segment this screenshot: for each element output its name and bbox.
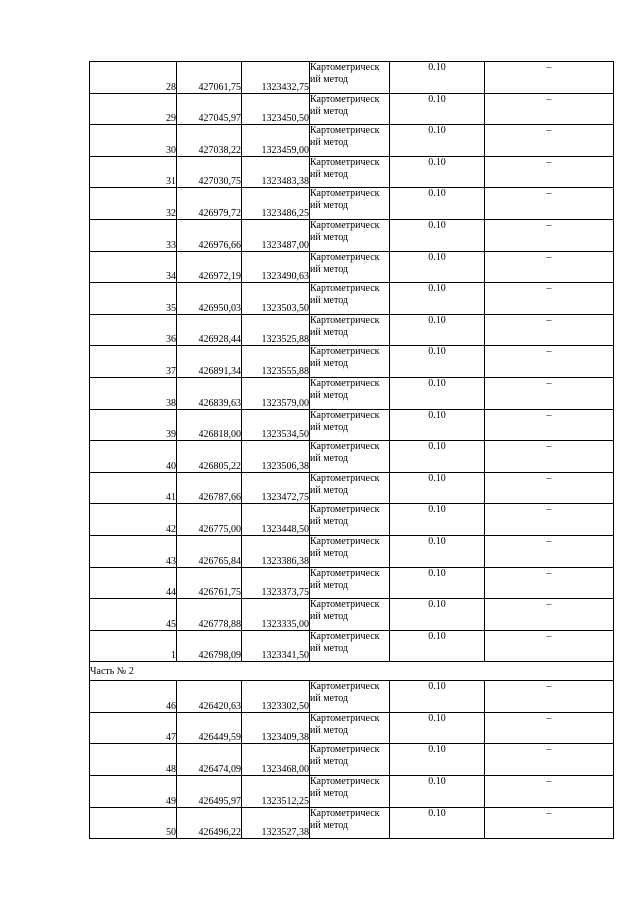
method-text-line2: ий метод — [310, 326, 349, 338]
y-coordinate-cell: 1323534,50 — [242, 409, 310, 441]
x-coordinate-cell: 427030,75 — [177, 156, 242, 188]
point-number-cell: 32 — [90, 188, 177, 220]
method-text-line2: ий метод — [310, 168, 349, 180]
y-coordinate-cell: 1323335,00 — [242, 599, 310, 631]
accuracy-cell: 0.10 — [390, 776, 485, 808]
method-cell — [310, 567, 390, 599]
accuracy-cell: 0.10 — [390, 346, 485, 378]
accuracy-cell: 0.10 — [390, 283, 485, 315]
accuracy-cell: 0.10 — [390, 535, 485, 567]
point-number-cell: 46 — [90, 681, 177, 713]
method-cell — [310, 535, 390, 567]
method-cell — [310, 712, 390, 744]
x-coordinate-cell: 426839,63 — [177, 377, 242, 409]
accuracy-cell: 0.10 — [390, 251, 485, 283]
table-row — [90, 93, 614, 125]
method-text-line2: ий метод — [310, 693, 349, 705]
table-row — [90, 346, 614, 378]
note-cell: – — [485, 314, 614, 346]
method-text-line2: ий метод — [310, 547, 349, 559]
method-cell — [310, 219, 390, 251]
point-number-cell: 38 — [90, 377, 177, 409]
method-cell — [310, 62, 390, 94]
x-coordinate-cell: 426976,66 — [177, 219, 242, 251]
method-cell — [310, 504, 390, 536]
table-row — [90, 567, 614, 599]
y-coordinate-cell: 1323468,00 — [242, 744, 310, 776]
method-text-line1: Картометрическ — [310, 156, 380, 168]
accuracy-cell: 0.10 — [390, 219, 485, 251]
point-number-cell: 34 — [90, 251, 177, 283]
x-coordinate-cell: 426474,09 — [177, 744, 242, 776]
table-row — [90, 219, 614, 251]
y-coordinate-cell: 1323409,38 — [242, 712, 310, 744]
method-text-line2: ий метод — [310, 358, 349, 370]
accuracy-cell: 0.10 — [390, 744, 485, 776]
method-text-line1: Картометрическ — [310, 567, 380, 579]
method-cell — [310, 125, 390, 157]
accuracy-cell: 0.10 — [390, 712, 485, 744]
x-coordinate-cell: 426818,00 — [177, 409, 242, 441]
y-coordinate-cell: 1323527,38 — [242, 807, 310, 839]
note-cell: – — [485, 472, 614, 504]
table-row — [90, 599, 614, 631]
y-coordinate-cell: 1323459,00 — [242, 125, 310, 157]
note-cell: – — [485, 535, 614, 567]
table-row — [90, 377, 614, 409]
point-number-cell: 50 — [90, 807, 177, 839]
point-number-cell: 31 — [90, 156, 177, 188]
note-cell: – — [485, 156, 614, 188]
table-row — [90, 630, 614, 662]
method-cell — [310, 314, 390, 346]
accuracy-cell: 0.10 — [390, 630, 485, 662]
method-text-line1: Картометрическ — [310, 744, 380, 756]
x-coordinate-cell: 426787,66 — [177, 472, 242, 504]
table-row — [90, 283, 614, 315]
method-text-line2: ий метод — [310, 421, 349, 433]
accuracy-cell: 0.10 — [390, 681, 485, 713]
accuracy-cell: 0.10 — [390, 504, 485, 536]
y-coordinate-cell: 1323490,63 — [242, 251, 310, 283]
x-coordinate-cell: 426496,22 — [177, 807, 242, 839]
method-cell — [310, 472, 390, 504]
x-coordinate-cell: 426891,34 — [177, 346, 242, 378]
note-cell: – — [485, 567, 614, 599]
section-header-row — [90, 662, 614, 681]
y-coordinate-cell: 1323341,50 — [242, 630, 310, 662]
accuracy-cell: 0.10 — [390, 156, 485, 188]
note-cell: – — [485, 251, 614, 283]
method-text-line1: Картометрическ — [310, 219, 380, 231]
x-coordinate-cell: 426420,63 — [177, 681, 242, 713]
method-text-line1: Картометрическ — [310, 346, 380, 358]
note-cell: – — [485, 409, 614, 441]
accuracy-cell: 0.10 — [390, 441, 485, 473]
x-coordinate-cell: 426798,09 — [177, 630, 242, 662]
y-coordinate-cell: 1323579,00 — [242, 377, 310, 409]
method-text-line1: Картометрическ — [310, 441, 380, 453]
y-coordinate-cell: 1323483,38 — [242, 156, 310, 188]
part2-rows — [90, 681, 614, 839]
table-row — [90, 504, 614, 536]
note-cell: – — [485, 377, 614, 409]
y-coordinate-cell: 1323486,25 — [242, 188, 310, 220]
accuracy-cell: 0.10 — [390, 472, 485, 504]
note-cell: – — [485, 219, 614, 251]
note-cell: – — [485, 599, 614, 631]
method-cell — [310, 188, 390, 220]
method-text-line2: ий метод — [310, 389, 349, 401]
accuracy-cell: 0.10 — [390, 377, 485, 409]
method-text-line2: ий метод — [310, 788, 349, 800]
table-row — [90, 535, 614, 567]
method-text-line1: Картометрическ — [310, 599, 380, 611]
table-row — [90, 681, 614, 713]
x-coordinate-cell: 426805,22 — [177, 441, 242, 473]
method-text-line2: ий метод — [310, 295, 349, 307]
y-coordinate-cell: 1323386,38 — [242, 535, 310, 567]
y-coordinate-cell: 1323448,50 — [242, 504, 310, 536]
method-text-line1: Картометрическ — [310, 712, 380, 724]
method-text-line2: ий метод — [310, 642, 349, 654]
method-cell — [310, 377, 390, 409]
method-text-line1: Картометрическ — [310, 681, 380, 693]
method-cell — [310, 441, 390, 473]
method-cell — [310, 807, 390, 839]
method-cell — [310, 744, 390, 776]
method-text-line1: Картометрическ — [310, 472, 380, 484]
note-cell: – — [485, 188, 614, 220]
method-text-line1: Картометрическ — [310, 504, 380, 516]
table-row — [90, 807, 614, 839]
point-number-cell: 44 — [90, 567, 177, 599]
note-cell: – — [485, 346, 614, 378]
table-row — [90, 409, 614, 441]
method-text-line2: ий метод — [310, 756, 349, 768]
x-coordinate-cell: 426979,72 — [177, 188, 242, 220]
method-text-line1: Картометрическ — [310, 409, 380, 421]
part2-label: Часть № 2 — [90, 662, 614, 681]
method-cell — [310, 283, 390, 315]
table-row — [90, 188, 614, 220]
point-number-cell: 1 — [90, 630, 177, 662]
table-row — [90, 472, 614, 504]
point-number-cell: 29 — [90, 93, 177, 125]
method-text-line2: ий метод — [310, 105, 349, 117]
method-text-line2: ий метод — [310, 200, 349, 212]
point-number-cell: 37 — [90, 346, 177, 378]
y-coordinate-cell: 1323432,75 — [242, 62, 310, 94]
point-number-cell: 42 — [90, 504, 177, 536]
y-coordinate-cell: 1323302,50 — [242, 681, 310, 713]
method-cell — [310, 251, 390, 283]
point-number-cell: 35 — [90, 283, 177, 315]
y-coordinate-cell: 1323373,75 — [242, 567, 310, 599]
point-number-cell: 28 — [90, 62, 177, 94]
table-row — [90, 744, 614, 776]
method-text-line1: Картометрическ — [310, 93, 380, 105]
x-coordinate-cell: 427038,22 — [177, 125, 242, 157]
accuracy-cell: 0.10 — [390, 807, 485, 839]
x-coordinate-cell: 426778,88 — [177, 599, 242, 631]
x-coordinate-cell: 426775,00 — [177, 504, 242, 536]
method-text-line2: ий метод — [310, 137, 349, 149]
method-text-line1: Картометрическ — [310, 776, 380, 788]
note-cell: – — [485, 62, 614, 94]
x-coordinate-cell: 427045,97 — [177, 93, 242, 125]
y-coordinate-cell: 1323506,38 — [242, 441, 310, 473]
method-text-line2: ий метод — [310, 516, 349, 528]
note-cell: – — [485, 93, 614, 125]
y-coordinate-cell: 1323555,88 — [242, 346, 310, 378]
method-cell — [310, 156, 390, 188]
x-coordinate-cell: 426765,84 — [177, 535, 242, 567]
y-coordinate-cell: 1323487,00 — [242, 219, 310, 251]
point-number-cell: 45 — [90, 599, 177, 631]
point-number-cell: 36 — [90, 314, 177, 346]
point-number-cell: 41 — [90, 472, 177, 504]
method-cell — [310, 630, 390, 662]
x-coordinate-cell: 426449,59 — [177, 712, 242, 744]
method-text-line2: ий метод — [310, 611, 349, 623]
accuracy-cell: 0.10 — [390, 125, 485, 157]
x-coordinate-cell: 426950,03 — [177, 283, 242, 315]
method-text-line2: ий метод — [310, 819, 349, 831]
note-cell: – — [485, 807, 614, 839]
table-row — [90, 441, 614, 473]
method-text-line2: ий метод — [310, 724, 349, 736]
x-coordinate-cell: 427061,75 — [177, 62, 242, 94]
method-text-line1: Картометрическ — [310, 283, 380, 295]
accuracy-cell: 0.10 — [390, 599, 485, 631]
point-number-cell: 40 — [90, 441, 177, 473]
note-cell: – — [485, 441, 614, 473]
note-cell: – — [485, 776, 614, 808]
part1-rows — [90, 62, 614, 662]
point-number-cell: 33 — [90, 219, 177, 251]
accuracy-cell: 0.10 — [390, 188, 485, 220]
method-text-line1: Картометрическ — [310, 377, 380, 389]
accuracy-cell: 0.10 — [390, 409, 485, 441]
method-text-line2: ий метод — [310, 231, 349, 243]
method-text-line1: Картометрическ — [310, 630, 380, 642]
method-text-line1: Картометрическ — [310, 251, 380, 263]
method-text-line1: Картометрическ — [310, 188, 380, 200]
table-row — [90, 712, 614, 744]
method-text-line2: ий метод — [310, 579, 349, 591]
note-cell: – — [485, 681, 614, 713]
method-text-line1: Картометрическ — [310, 125, 380, 137]
point-number-cell: 47 — [90, 712, 177, 744]
method-cell — [310, 681, 390, 713]
method-text-line2: ий метод — [310, 263, 349, 275]
method-text-line2: ий метод — [310, 484, 349, 496]
x-coordinate-cell: 426928,44 — [177, 314, 242, 346]
note-cell: – — [485, 504, 614, 536]
method-text-line2: ий метод — [310, 74, 349, 85]
y-coordinate-cell: 1323472,75 — [242, 472, 310, 504]
method-text-line2: ий метод — [310, 453, 349, 465]
point-number-cell: 30 — [90, 125, 177, 157]
method-text-line1: Картометрическ — [310, 535, 380, 547]
method-cell — [310, 776, 390, 808]
accuracy-cell: 0.10 — [390, 62, 485, 94]
x-coordinate-cell: 426761,75 — [177, 567, 242, 599]
point-number-cell: 49 — [90, 776, 177, 808]
part2-section — [90, 662, 614, 681]
note-cell: – — [485, 283, 614, 315]
table-row — [90, 314, 614, 346]
table-row — [90, 776, 614, 808]
y-coordinate-cell: 1323450,50 — [242, 93, 310, 125]
note-cell: – — [485, 712, 614, 744]
method-cell — [310, 346, 390, 378]
method-cell — [310, 599, 390, 631]
accuracy-cell: 0.10 — [390, 93, 485, 125]
coordinates-table — [89, 61, 614, 839]
table-row — [90, 62, 614, 94]
note-cell: – — [485, 630, 614, 662]
y-coordinate-cell: 1323512,25 — [242, 776, 310, 808]
point-number-cell: 43 — [90, 535, 177, 567]
point-number-cell: 48 — [90, 744, 177, 776]
table-row — [90, 251, 614, 283]
method-cell — [310, 409, 390, 441]
point-number-cell: 39 — [90, 409, 177, 441]
table-row — [90, 125, 614, 157]
y-coordinate-cell: 1323525,88 — [242, 314, 310, 346]
method-text-line1: Картометрическ — [310, 807, 380, 819]
accuracy-cell: 0.10 — [390, 314, 485, 346]
accuracy-cell: 0.10 — [390, 567, 485, 599]
y-coordinate-cell: 1323503,50 — [242, 283, 310, 315]
method-text-line1: Картометрическ — [310, 314, 380, 326]
x-coordinate-cell: 426972,19 — [177, 251, 242, 283]
table-row — [90, 156, 614, 188]
method-text-line1: Картометрическ — [310, 62, 380, 73]
note-cell: – — [485, 125, 614, 157]
method-cell — [310, 93, 390, 125]
x-coordinate-cell: 426495,97 — [177, 776, 242, 808]
note-cell: – — [485, 744, 614, 776]
